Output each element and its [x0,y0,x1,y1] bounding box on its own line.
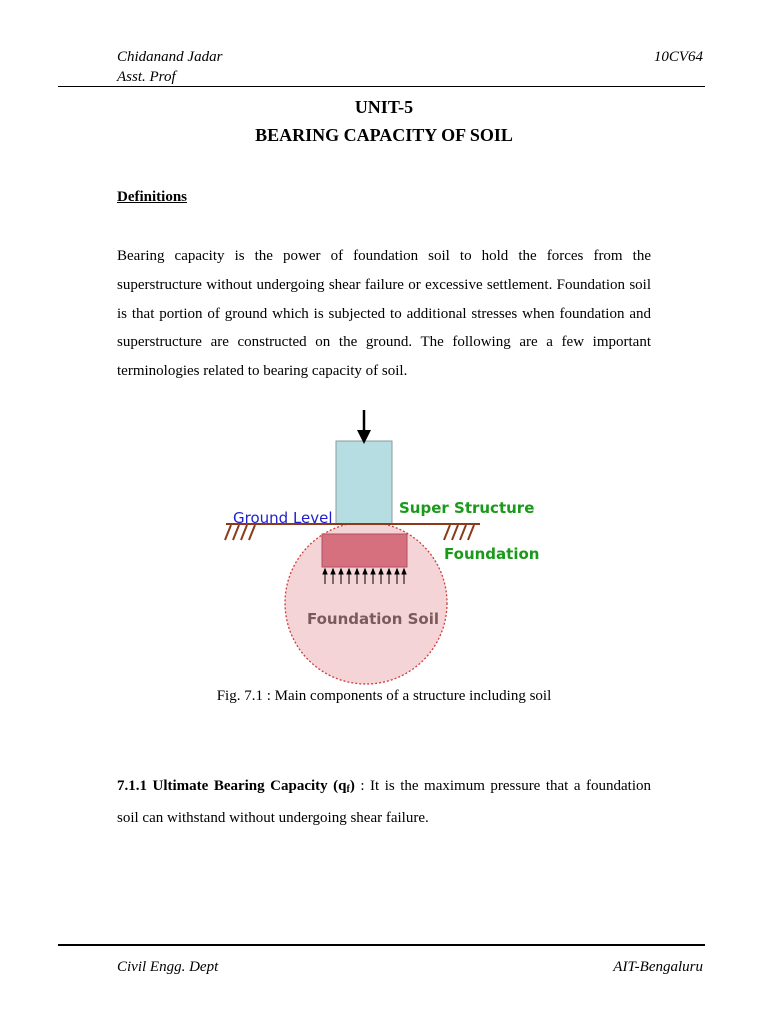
footer-department: Civil Engg. Dept [117,959,219,975]
header-author-block [117,47,222,87]
subject-title: BEARING CAPACITY OF SOIL [255,125,513,145]
super-structure-label: Super Structure [399,499,535,517]
header-author: Chidanand Jadar [117,49,223,65]
section-text: : It is the maximum pressure that a foundation soil can withstand without undergoing shear failure. [117,778,651,826]
header-rule [58,86,705,87]
ground-level-label: Ground Level [233,509,333,527]
definitions-paragraph: Bearing capacity is the power of foundation soil to hold the forces from the superstructure without undergoing shear failure or excessive settlement. Foundation soil is that portion of ground which is subjected to additional stresses when foundation and superstructure are constructed on the ground. The following are a few important terminologies related to bearing capacity of soil. [117,248,651,380]
structure-figure [0,400,768,692]
foundation-soil-label: Foundation Soil [306,610,440,628]
header-course-code: 10CV64 [653,49,703,65]
definitions-heading: Definitions [117,189,188,205]
section-heading: 7.1.1 Ultimate Bearing Capacity $(q_f)$ [117,778,355,795]
foundation-footing [322,534,407,567]
header-designation: Asst. Prof [117,69,176,85]
section-ultimate-bearing-capacity [117,772,651,833]
foundation-label: Foundation [444,545,540,563]
unit-title: UNIT-5 [354,97,414,117]
figure-caption: Fig. 7.1 : Main components of a structure including soil [216,688,552,704]
section-heading-subscript: f [346,784,350,795]
super-structure-column [336,441,392,524]
page-title [0,93,768,149]
footer-rule [58,944,705,946]
footer-institute: AIT-Bengaluru [613,959,703,975]
